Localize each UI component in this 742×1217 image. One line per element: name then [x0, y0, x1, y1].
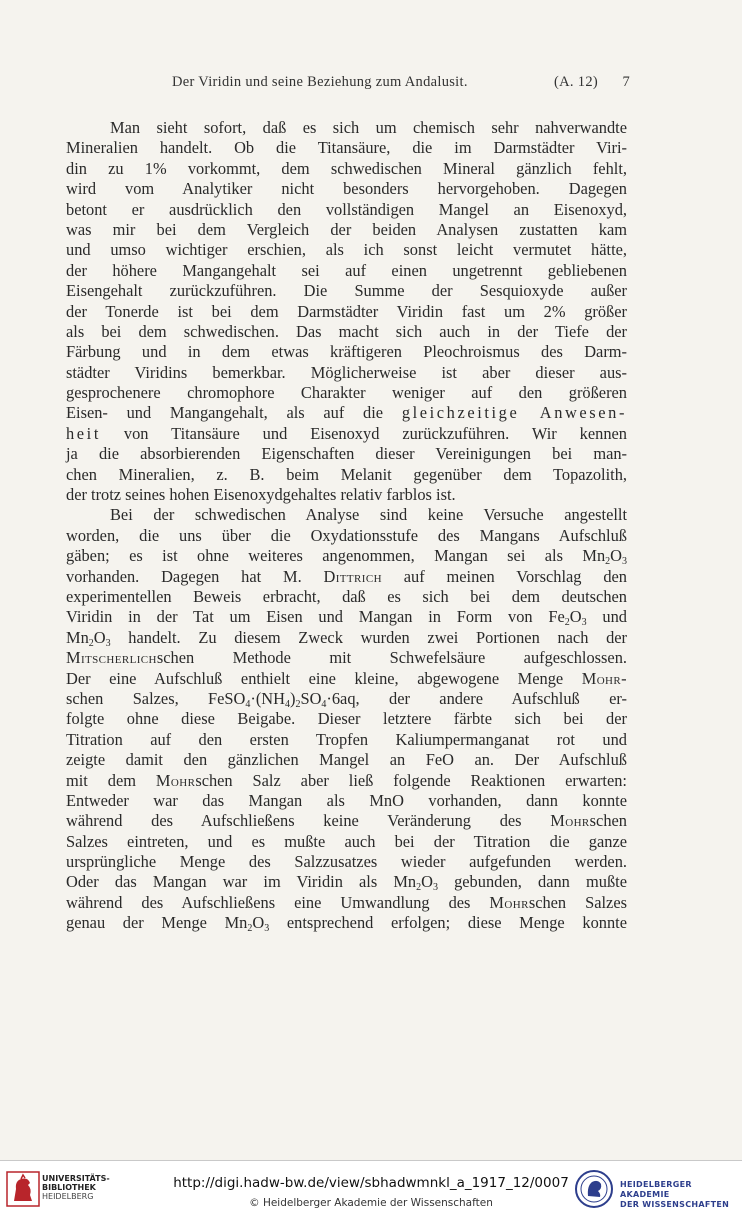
text-run: O — [421, 872, 433, 892]
text-run: schen Methode mit Schwefelsäure aufgeschlossen. — [156, 648, 627, 668]
text-line: worden, die uns über die Oxydationsstufe des Mangans Aufschluß — [66, 525, 627, 545]
subscript: 3 — [264, 923, 270, 935]
text-run: schen Salzes — [528, 892, 627, 912]
subscript: 3 — [581, 617, 587, 629]
text-line: und umso wichtiger erschien, als ich sonst leicht vermutet hätte, — [66, 240, 627, 260]
text-run: während des Aufschließens keine Veränderung des — [66, 811, 551, 831]
text-line — [66, 648, 627, 668]
text-line: folgte ohne diese Beigabe. Dieser letztere färbte sich bei der — [66, 709, 627, 729]
text-line: Bei der schwedischen Analyse sind keine Versuche angestellt — [110, 505, 627, 525]
text-line: städter Viridins bemerkbar. Möglicherweise ist aber dieser aus- — [66, 362, 627, 382]
subscript: 3 — [105, 637, 111, 649]
text-line — [66, 771, 627, 791]
subscript: 2 — [88, 637, 94, 649]
text-line — [66, 811, 627, 831]
author-name: Mohr- — [581, 668, 627, 688]
text-run: schen — [589, 811, 627, 831]
text-run: gäben; es ist ohne weiteres angenommen, Mangan sei als Mn — [66, 546, 606, 566]
text-run: auf meinen Vorschlag den — [381, 566, 627, 586]
text-run: Mn — [66, 627, 89, 647]
subscript: 2 — [247, 923, 253, 935]
text-line: chen Mineralien, z. B. beim Melanit gegenüber dem Topazolith, — [66, 464, 627, 484]
running-head-title: Der Viridin und seine Beziehung zum Andalusit. — [172, 74, 468, 90]
text-run: Der eine Aufschluß enthielt eine kleine, abgewogene Menge — [66, 668, 582, 688]
text-line — [66, 607, 627, 627]
text-line: ursprüngliche Menge des Salzzusatzes wieder aufgefunden werden. — [66, 852, 627, 872]
author-name: Mohr — [489, 892, 529, 912]
text-line: Salzes eintreten, und es mußte auch bei der Titration die ganze — [66, 831, 627, 851]
subscript: 3 — [432, 882, 438, 894]
text-line: Mineralien handelt. Ob die Titansäure, die im Darmstädter Viri- — [66, 138, 627, 158]
text-line: experimentellen Beweis erbracht, daß es sich bei dem deutschen — [66, 586, 627, 606]
text-line — [66, 872, 627, 892]
text-line: Man sieht sofort, daß es sich um chemisch sehr nahverwandte — [110, 118, 627, 137]
text-run: schen Salz aber ließ folgende Reaktionen erwarten: — [195, 770, 627, 790]
text-run: von Titansäure und Eisenoxyd zurückzuführen. Wir kennen — [100, 423, 627, 443]
text-run: vorhanden. Dagegen hat M. — [66, 566, 324, 586]
academy-name — [620, 1180, 742, 1210]
text-line: zeigte damit den gänzlichen Mangel an FeO an. Der Aufschluß — [66, 750, 627, 770]
spaced-emphasis: heit — [66, 423, 101, 443]
text-run: ) — [289, 688, 296, 708]
body-text — [66, 118, 627, 934]
academy-name-line: DER WISSENSCHAFTEN — [620, 1200, 730, 1209]
text-line: Entweder war das Mangan als MnO vorhanden, dann konnte — [66, 790, 627, 810]
subscript: 2 — [416, 882, 422, 894]
viewer-footer — [0, 1160, 742, 1217]
library-name-line: HEIDELBERG — [42, 1192, 94, 1201]
text-run: SO — [300, 688, 322, 708]
text-run: gebunden, dann mußte — [437, 872, 627, 892]
text-line: Färbung und in dem etwas kräftigeren Pleochroismus des Darm- — [66, 342, 627, 362]
text-line — [66, 628, 627, 648]
text-line — [66, 403, 627, 423]
subscript: 4 — [321, 698, 327, 710]
text-run: schen Salzes, FeSO — [66, 688, 246, 708]
author-name: Dittrich — [323, 566, 382, 586]
text-run: genau der Menge Mn — [66, 913, 248, 933]
author-name: Mitscherlich — [66, 648, 157, 668]
author-name: Mohr — [155, 770, 196, 790]
text-run: handelt. Zu diesem Zweck wurden zwei Portionen nach der — [110, 627, 627, 647]
text-run: Eisen- und Mangangehalt, als auf die — [66, 403, 402, 423]
text-run: mit dem — [66, 770, 156, 790]
text-run: ·6aq, der andere Aufschluß er- — [326, 688, 627, 708]
text-line: din zu 1% vorkommt, dem schwedischen Mineral gänzlich fehlt, — [66, 158, 627, 178]
subscript: 2 — [564, 617, 570, 629]
subscript: 3 — [622, 556, 627, 568]
text-line: der trotz seines hohen Eisenoxydgehaltes relativ farblos ist. — [66, 485, 456, 505]
text-run: und — [586, 607, 627, 627]
text-run: entsprechend erfolgen; diese Menge konnte — [269, 913, 627, 933]
text-line — [66, 424, 627, 444]
text-line: was mir bei dem Vergleich der beiden Analysen zustatten kam — [66, 219, 627, 239]
library-name-line: UNIVERSITÄTS- — [42, 1174, 110, 1183]
subscript: 2 — [605, 556, 611, 568]
text-run: O — [610, 546, 622, 566]
spaced-emphasis: gleichzeitige Anwesen- — [401, 403, 628, 423]
text-run: ·(NH — [250, 688, 285, 708]
text-line: als bei dem schwedischen. Das macht sich auch in der Tiefe der — [66, 321, 627, 341]
text-line — [66, 669, 627, 689]
text-line — [66, 546, 627, 566]
library-name-line: BIBLIOTHEK — [42, 1183, 96, 1192]
text-line: wird vom Analytiker nicht besonders hervorgehoben. Dagegen — [66, 179, 627, 199]
text-line: der höhere Mangangehalt sei auf einen ungetrennt gebliebenen — [66, 260, 627, 280]
page-number: 7 — [622, 74, 630, 90]
text-run: O — [569, 607, 582, 627]
permalink-url[interactable]: http://digi.hadw-bw.de/view/sbhadwmnkl_a_1917_12/0007 — [173, 1175, 569, 1191]
text-run: O — [93, 627, 106, 647]
academy-name-line: HEIDELBERGER AKADEMIE — [620, 1180, 692, 1199]
running-head-section: (A. 12) — [554, 74, 598, 90]
text-line: Titration auf den ersten Tropfen Kaliumpermanganat rot und — [66, 729, 627, 749]
text-line: gesprochenere chromophore Charakter weniger auf den größeren — [66, 383, 627, 403]
academy-seal-icon — [574, 1169, 614, 1209]
text-line: Eisengehalt zurückzuführen. Die Summe der Sesquioxyde außer — [66, 281, 627, 301]
subscript: 4 — [245, 698, 251, 710]
text-line — [66, 567, 627, 587]
text-run: während des Aufschließens eine Umwandlung des — [66, 892, 490, 912]
text-line — [66, 689, 627, 709]
author-name: Mohr — [550, 811, 590, 831]
text-line: betont er ausdrücklich den vollständigen Mangel an Eisenoxyd, — [66, 199, 627, 219]
text-line: der Tonerde ist bei dem Darmstädter Viridin fast um 2% größer — [66, 301, 627, 321]
text-run: Viridin in der Tat um Eisen und Mangan in Form von Fe — [66, 607, 565, 627]
text-run: Oder das Mangan war im Viridin als Mn — [66, 872, 417, 892]
text-line: ja die absorbierenden Eigenschaften dieser Vereinigungen bei man- — [66, 444, 627, 464]
text-run: O — [252, 913, 265, 933]
copyright-notice: © Heidelberger Akademie der Wissenschaften — [249, 1197, 493, 1209]
text-line — [66, 913, 627, 933]
text-line — [66, 893, 627, 913]
subscript: 4 — [284, 698, 290, 710]
subscript: 2 — [295, 698, 301, 710]
